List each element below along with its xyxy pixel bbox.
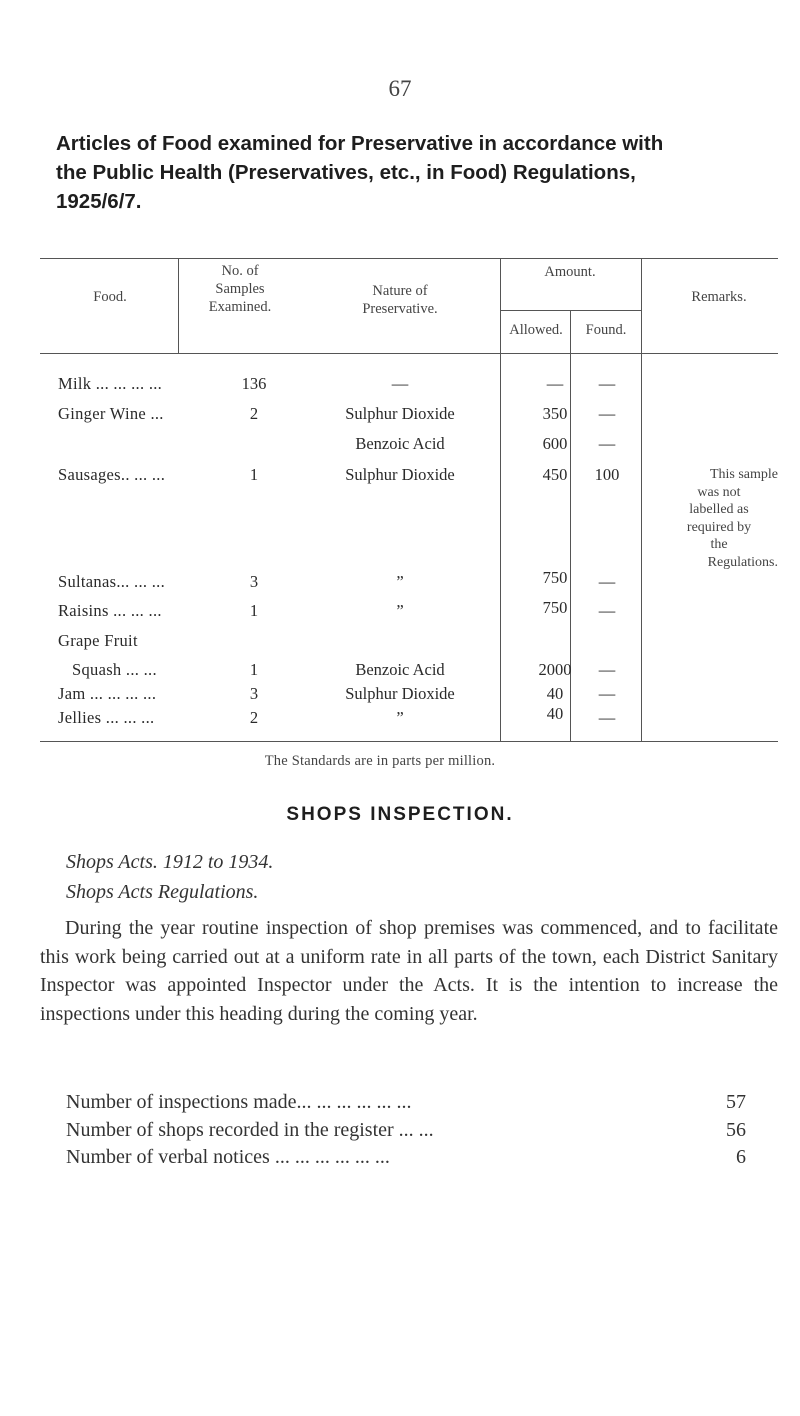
stat-value: 6 bbox=[736, 1146, 746, 1168]
food-cell: Raisins ... ... ... bbox=[58, 601, 162, 620]
allowed-cell: 750 bbox=[542, 598, 568, 617]
found-cell: — bbox=[598, 572, 616, 591]
stat-value: 57 bbox=[726, 1091, 746, 1113]
remark-line: This sample bbox=[709, 467, 778, 482]
remark-line: required by bbox=[686, 519, 752, 535]
food-cell: Sultanas... ... ... bbox=[58, 572, 165, 591]
food-cell: Sausages.. ... ... bbox=[58, 465, 166, 484]
preservative-cell: ” bbox=[396, 572, 404, 591]
allowed-cell: 750 bbox=[542, 568, 568, 587]
found-cell: 100 bbox=[594, 465, 620, 484]
title-line: the Public Health (Preservatives, etc., in Food) Regulations, bbox=[56, 161, 636, 184]
page-number: 67 bbox=[388, 76, 412, 101]
header-nature-line: Nature of bbox=[372, 283, 428, 299]
food-cell: Jam ... ... ... ... bbox=[58, 684, 157, 703]
samples-cell: 136 bbox=[241, 374, 267, 393]
samples-cell: 1 bbox=[249, 465, 259, 484]
remark-line: Regulations. bbox=[707, 554, 778, 570]
found-cell: — bbox=[598, 684, 616, 703]
samples-cell: 3 bbox=[249, 684, 259, 703]
allowed-cell: 2000 bbox=[538, 660, 572, 679]
header-samples-line: Examined. bbox=[208, 299, 272, 315]
header-found: Found. bbox=[585, 322, 627, 338]
stat-row bbox=[66, 1119, 746, 1142]
subheading-regulations: Shops Acts Regulations. bbox=[66, 881, 259, 903]
section-heading: SHOPS INSPECTION. bbox=[286, 804, 514, 825]
preservative-cell: Benzoic Acid bbox=[355, 434, 445, 453]
food-cell: Ginger Wine ... bbox=[58, 404, 164, 423]
allowed-cell: 350 bbox=[542, 404, 568, 423]
preservative-cell: ” bbox=[396, 601, 404, 620]
remark-line: labelled as bbox=[689, 502, 749, 517]
allowed-cell: 600 bbox=[542, 434, 568, 453]
samples-cell: 1 bbox=[249, 601, 259, 620]
title-line: Articles of Food examined for Preservative in accordance with bbox=[56, 132, 664, 155]
food-cell: Milk ... ... ... ... bbox=[58, 374, 163, 393]
stat-row bbox=[66, 1091, 746, 1114]
stat-value: 56 bbox=[726, 1119, 746, 1141]
remarks-cell bbox=[660, 466, 778, 571]
allowed-cell: — bbox=[546, 374, 564, 393]
food-cell: Jellies ... ... ... bbox=[58, 708, 155, 727]
allowed-cell: 40 bbox=[546, 684, 564, 703]
header-food: Food. bbox=[93, 289, 127, 305]
subheading-shops-acts: Shops Acts. 1912 to 1934. bbox=[66, 851, 274, 873]
allowed-cell: 450 bbox=[542, 465, 568, 484]
found-cell: — bbox=[598, 601, 616, 620]
allowed-cell: 40 bbox=[546, 704, 564, 723]
preservative-cell: ” bbox=[396, 708, 404, 727]
found-cell: — bbox=[598, 374, 616, 393]
stat-label: Number of inspections made... ... ... ... ... ... bbox=[66, 1091, 412, 1113]
samples-cell: 1 bbox=[249, 660, 259, 679]
found-cell: — bbox=[598, 660, 616, 679]
header-nature-line: Preservative. bbox=[362, 301, 438, 317]
remark-line: was not bbox=[697, 484, 741, 500]
header-allowed: Allowed. bbox=[509, 322, 563, 338]
remark-line: the bbox=[710, 537, 728, 552]
stat-row bbox=[66, 1146, 746, 1169]
food-cell: Squash ... ... bbox=[72, 660, 157, 679]
food-cell: Grape Fruit bbox=[58, 631, 138, 650]
header-remarks: Remarks. bbox=[691, 289, 747, 305]
preservative-cell: Sulphur Dioxide bbox=[345, 404, 455, 423]
stat-label: Number of shops recorded in the register ... ... bbox=[66, 1119, 434, 1141]
preservative-cell: Benzoic Acid bbox=[355, 660, 445, 679]
header-samples-line: Samples bbox=[215, 281, 265, 297]
header-amount: Amount. bbox=[544, 264, 596, 280]
header-samples-line: No. of bbox=[221, 263, 259, 279]
samples-cell: 3 bbox=[249, 572, 259, 591]
found-cell: — bbox=[598, 708, 616, 727]
stat-label: Number of verbal notices ... ... ... ... ... ... bbox=[66, 1146, 390, 1168]
found-cell: — bbox=[598, 434, 616, 453]
table-footnote: The Standards are in parts per million. bbox=[264, 753, 496, 769]
body-paragraph: During the year routine inspection of shop premises was commenced, and to facilitate this work being carried out at a uniform rate in all parts of the town, each District Sanitary Inspector was appointed Inspector under the Acts. It is the intention to increase the inspections under this heading during the coming year. bbox=[40, 917, 778, 1025]
samples-cell: 2 bbox=[249, 404, 259, 423]
preservative-cell: Sulphur Dioxide bbox=[345, 465, 455, 484]
samples-cell: 2 bbox=[249, 708, 259, 727]
title-line: 1925/6/7. bbox=[56, 190, 142, 213]
preservative-cell: Sulphur Dioxide bbox=[345, 684, 455, 703]
found-cell: — bbox=[598, 404, 616, 423]
preservative-cell: — bbox=[391, 374, 409, 393]
